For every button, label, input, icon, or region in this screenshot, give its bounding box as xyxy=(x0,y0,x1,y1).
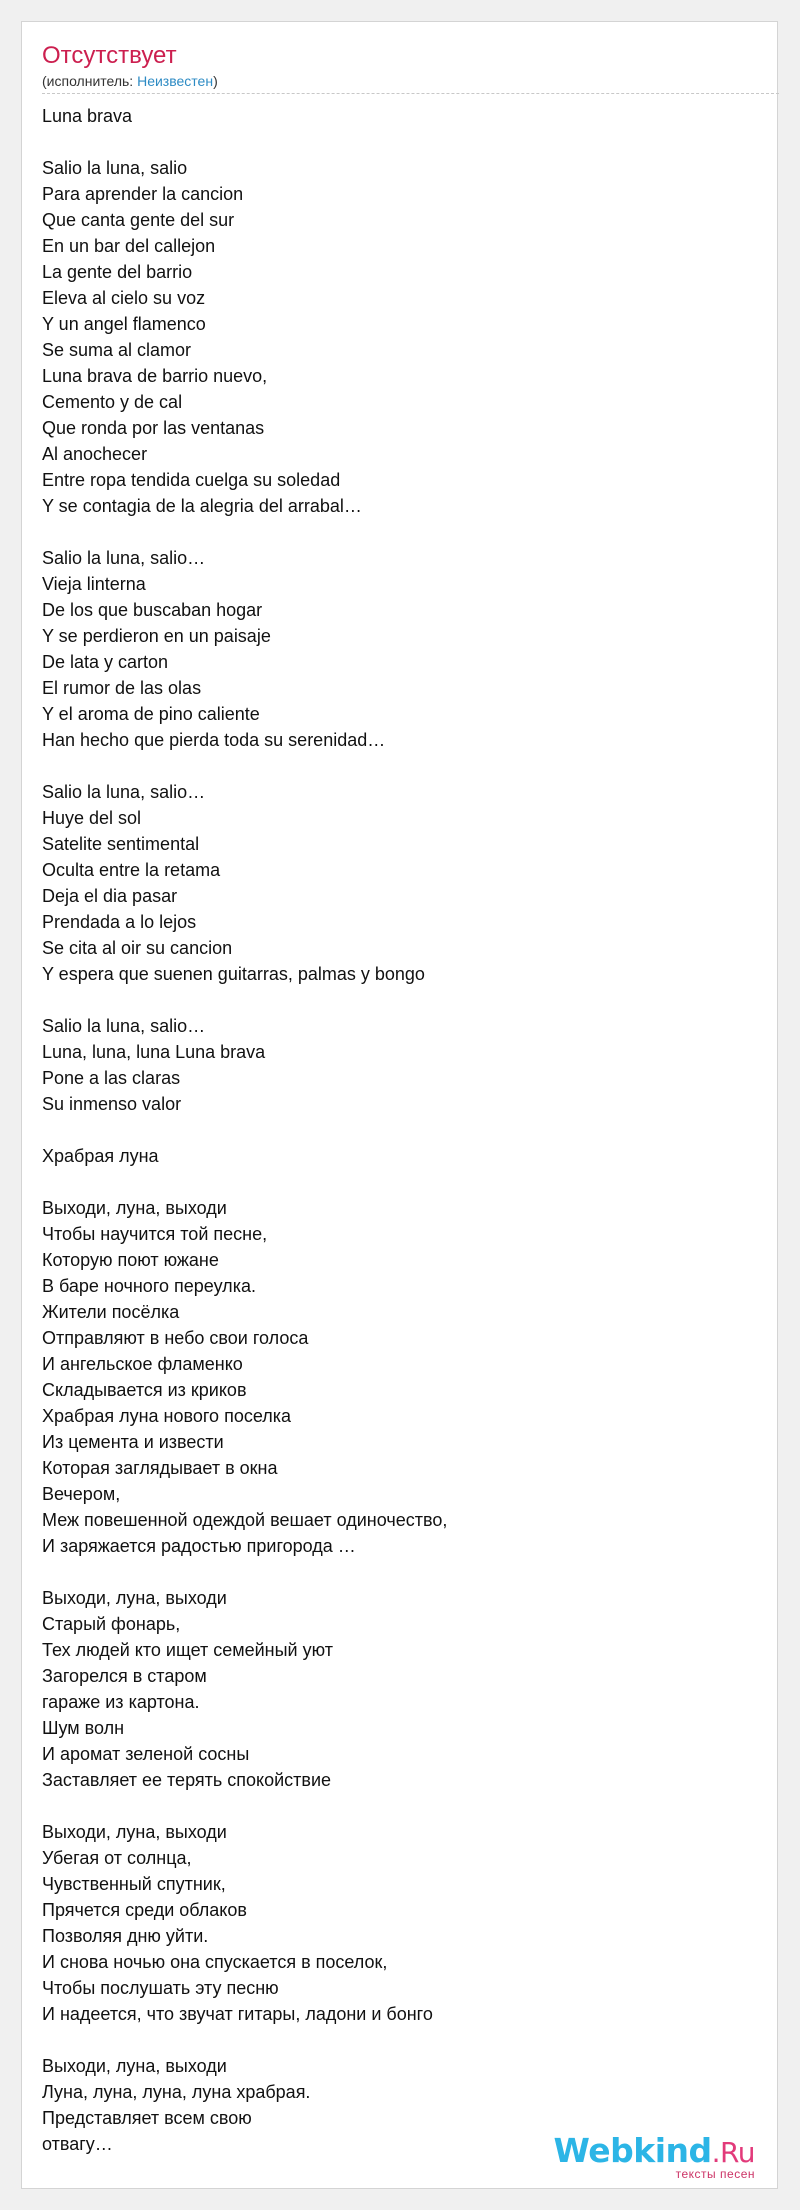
logo-tagline: тексты песен xyxy=(675,2167,755,2181)
lyric-line: И надеется, что звучат гитары, ладони и бонго xyxy=(42,2004,433,2024)
site-logo[interactable] xyxy=(554,2133,755,2180)
lyric-line: Загорелся в старом xyxy=(42,1666,207,1686)
lyric-line: Luna brava xyxy=(42,106,133,126)
stanza-break xyxy=(42,987,447,1013)
lyric-line: И аромат зеленой сосны xyxy=(42,1744,250,1764)
artist-link[interactable]: Неизвестен xyxy=(137,73,214,89)
stanza-break xyxy=(42,129,447,155)
lyric-line: И заряжается радостью пригорода … xyxy=(42,1536,356,1556)
lyric-line: Pone a las claras xyxy=(42,1068,181,1088)
lyric-line: Salio la luna, salio… xyxy=(42,548,206,568)
logo-tld: .Ru xyxy=(711,2136,755,2169)
lyric-line: Выходи, луна, выходи xyxy=(42,1588,227,1608)
stanza-break xyxy=(42,1793,447,1819)
lyric-line: Salio la luna, salio… xyxy=(42,782,206,802)
lyric-line: De lata y carton xyxy=(42,652,169,672)
lyric-line: Luna brava de barrio nuevo, xyxy=(42,366,268,386)
artist-prefix: (исполнитель: xyxy=(42,73,138,89)
lyric-line: Prendada a lo lejos xyxy=(42,912,197,932)
lyric-line: Луна, луна, луна, луна храбрая. xyxy=(42,2082,311,2102)
lyric-line: Из цемента и извести xyxy=(42,1432,224,1452)
lyric-line: Han hecho que pierda toda su serenidad… xyxy=(42,730,386,750)
lyric-line: Entre ropa tendida cuelga su soledad xyxy=(42,470,341,490)
lyric-line: Позволяя дню уйти. xyxy=(42,1926,209,1946)
lyric-line: И ангельское фламенко xyxy=(42,1354,243,1374)
lyric-line: Se suma al clamor xyxy=(42,340,192,360)
lyric-line: Y se perdieron en un paisaje xyxy=(42,626,271,646)
lyric-line: Y el aroma de pino caliente xyxy=(42,704,260,724)
lyric-line: Жители посёлка xyxy=(42,1302,180,1322)
lyric-line: Eleva al cielo su voz xyxy=(42,288,206,308)
lyric-line: Huye del sol xyxy=(42,808,142,828)
lyric-line: Выходи, луна, выходи xyxy=(42,1198,227,1218)
logo-name: Webkind xyxy=(553,2131,712,2170)
artist-line xyxy=(42,72,218,90)
stanza-break xyxy=(42,753,447,779)
lyric-line: И снова ночью она спускается в поселок, xyxy=(42,1952,388,1972)
stanza-break xyxy=(42,519,447,545)
lyric-line: Храбрая луна xyxy=(42,1146,159,1166)
lyric-line: Que ronda por las ventanas xyxy=(42,418,265,438)
lyric-line: гараже из картона. xyxy=(42,1692,200,1712)
lyric-line: Satelite sentimental xyxy=(42,834,200,854)
lyric-line: отвагу… xyxy=(42,2134,113,2154)
lyric-line: Que canta gente del sur xyxy=(42,210,235,230)
lyric-line: Меж повешенной одеждой вешает одиночество, xyxy=(42,1510,448,1530)
lyric-line: Выходи, луна, выходи xyxy=(42,2056,227,2076)
lyric-line: Oculta entre la retama xyxy=(42,860,221,880)
lyric-line: Y se contagia de la alegria del arrabal… xyxy=(42,496,362,516)
lyric-line: Чтобы научится той песне, xyxy=(42,1224,268,1244)
lyric-line: La gente del barrio xyxy=(42,262,193,282)
lyrics-body xyxy=(42,103,447,2157)
lyric-line: Шум волн xyxy=(42,1718,125,1738)
lyric-line: Выходи, луна, выходи xyxy=(42,1822,227,1842)
lyric-line: Убегая от солнца, xyxy=(42,1848,192,1868)
logo-wordmark xyxy=(554,2133,755,2171)
lyric-line: Старый фонарь, xyxy=(42,1614,181,1634)
lyric-line: En un bar del callejon xyxy=(42,236,216,256)
lyric-line: Cemento y de cal xyxy=(42,392,183,412)
lyric-line: Su inmenso valor xyxy=(42,1094,182,1114)
lyric-line: Salio la luna, salio xyxy=(42,158,188,178)
lyric-line: В баре ночного переулка. xyxy=(42,1276,256,1296)
title-divider xyxy=(42,93,779,94)
lyric-line: Vieja linterna xyxy=(42,574,146,594)
lyric-line: Para aprender la cancion xyxy=(42,184,244,204)
lyric-line: Чтобы послушать эту песню xyxy=(42,1978,279,1998)
stanza-break xyxy=(42,1559,447,1585)
lyric-line: Храбрая луна нового поселка xyxy=(42,1406,292,1426)
lyric-line: Складывается из криков xyxy=(42,1380,247,1400)
lyric-line: Luna, luna, luna Luna brava xyxy=(42,1042,266,1062)
lyric-line: Y un angel flamenco xyxy=(42,314,206,334)
lyric-line: Al anochecer xyxy=(42,444,148,464)
stanza-break xyxy=(42,2027,447,2053)
lyric-line: Se cita al oir su cancion xyxy=(42,938,233,958)
lyric-line: Которая заглядывает в окна xyxy=(42,1458,278,1478)
song-title: Отсутствует xyxy=(42,42,177,69)
lyric-line: Которую поют южане xyxy=(42,1250,219,1270)
lyric-line: Заставляет ее терять спокойствие xyxy=(42,1770,332,1790)
lyric-line: Прячется среди облаков xyxy=(42,1900,247,1920)
lyric-line: Salio la luna, salio… xyxy=(42,1016,206,1036)
lyric-line: De los que buscaban hogar xyxy=(42,600,263,620)
lyric-line: El rumor de las olas xyxy=(42,678,202,698)
lyric-line: Чувственный спутник, xyxy=(42,1874,226,1894)
artist-suffix: ) xyxy=(213,73,218,89)
lyric-line: Тех людей кто ищет семейный уют xyxy=(42,1640,333,1660)
lyric-line: Представляет всем свою xyxy=(42,2108,252,2128)
lyric-line: Отправляют в небо свои голоса xyxy=(42,1328,309,1348)
lyric-line: Вечером, xyxy=(42,1484,121,1504)
lyric-line: Deja el dia pasar xyxy=(42,886,178,906)
stanza-break xyxy=(42,1169,447,1195)
song-card xyxy=(21,21,778,2189)
lyric-line: Y espera que suenen guitarras, palmas y bongo xyxy=(42,964,425,984)
stanza-break xyxy=(42,1117,447,1143)
